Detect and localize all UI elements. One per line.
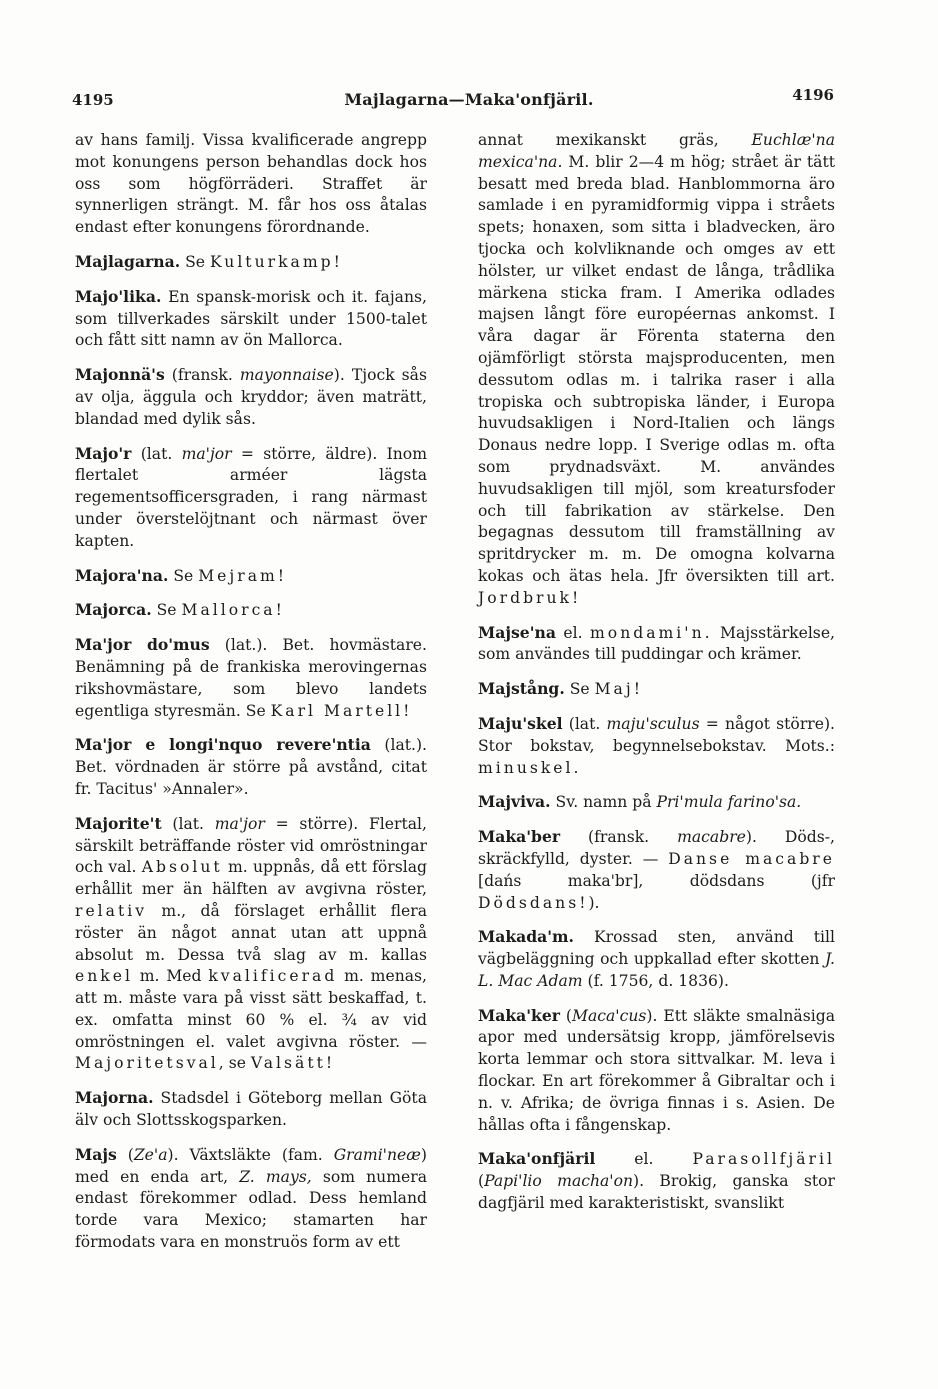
italic-term: mayonnaise — [239, 366, 334, 385]
dictionary-entry — [75, 634, 427, 722]
right-column — [478, 130, 835, 1227]
entry-text: som numera endast förekommer odlad. Dess hemland torde vara Mexico; stamarten har förmodats vara en monstruös form av ett — [75, 1167, 427, 1252]
entry-text: = något större). Stor bokstav, begynnelsebokstav. Mots.: — [478, 714, 835, 755]
entry-headword: Majonnä's — [75, 365, 165, 385]
entry-text: ). Ett släkte smalnäsiga apor med undersätsig kropp, jämförelsevis korta lemmar och stora sittvalkar. M. leva i flockar. En art förekommer å Gibraltar och i n. v. Afrika; de övriga finnas i s. Asien. De hållas ofta i fångenskap. — [478, 1006, 835, 1134]
italic-term: Grami'neæ — [333, 1145, 421, 1164]
entry-text: Majsstärkelse, som användes till puddingar och krämer. — [478, 623, 835, 664]
entry-text: ( — [560, 1006, 572, 1025]
dictionary-entry — [478, 1148, 835, 1214]
entry-text: En spansk-morisk och it. fajans, som tillverkades särskilt under 1500-talet och fått sitt namn av ön Mallorca. — [75, 287, 427, 350]
entry-headword: Maka'ker — [478, 1005, 560, 1025]
dictionary-entry — [478, 130, 835, 610]
italic-term: Ze'a — [133, 1145, 168, 1164]
italic-term: ma'jor — [181, 444, 232, 463]
entry-headword: Majo'r — [75, 443, 132, 463]
entry-headword: Majorite't — [75, 813, 162, 833]
entry-headword: Maju'skel — [478, 713, 563, 733]
dictionary-entry — [75, 443, 427, 553]
cross-reference: Kulturkamp! — [209, 252, 343, 271]
entry-text: ). Döds-, skräckfylld, dyster. — — [478, 828, 835, 868]
dictionary-entry — [75, 1087, 427, 1132]
entry-text: (lat.). Bet. hovmästare. Benämning på de frankiska merovingernas rikshovmästare, som blevo landets egentliga styresmän. Se — [75, 636, 427, 720]
entry-text: (fransk. — [164, 366, 240, 385]
entry-text: annat mexikanskt gräs, — [478, 131, 752, 149]
entry-headword: Maka'onfjäril — [478, 1149, 596, 1169]
dictionary-entry — [478, 826, 835, 914]
entry-text: Se — [168, 566, 199, 585]
page-header — [0, 86, 938, 116]
entry-headword: Majorna. — [75, 1088, 154, 1108]
entry-text: m., då förslaget erhållit flera röster än något annat utan att uppnå absolut m. Dessa två slag av m. kallas — [75, 901, 427, 964]
entry-text: Se — [180, 252, 210, 271]
italic-term: J. L. Mac Adam — [478, 950, 835, 990]
dictionary-entry — [478, 622, 835, 667]
entry-text: m. Med — [132, 967, 209, 986]
page-number-left: 4195 — [72, 91, 114, 109]
italic-term: Z. mays, — [239, 1167, 312, 1186]
italic-term: Maca'cus — [572, 1006, 647, 1025]
entry-text: = större, äldre). Inom flertalet arméer lägsta regementsofficersgraden, i rang närmast under överstelöjtnant och närmast över kapten. — [75, 444, 427, 550]
entry-text: (lat. — [131, 444, 182, 463]
entry-text: (lat. — [161, 814, 215, 833]
entry-headword: Majviva. — [478, 792, 551, 812]
cross-reference: kvalificerad — [208, 967, 338, 986]
entry-text: (lat. — [562, 714, 607, 733]
entry-text: M. blir 2—4 m hög; strået är tätt besatt med breda blad. Hanblommorna äro samlade i en pyramidformig vippa i stråets spets; honaxen, som sitta i bladvecken, äro tjocka och kolvliknande och omges av ett hölster, ur vilket endast de långa, trådlika märkena sticka fram. I Amerika odlades majsen långt före européernas ankomst. I våra dagar är Förenta staterna den ojämförligt största majsproducenten, men dessutom odlas m. i talrika raser i alla tropiska och subtropiska länder, i Europa huvudsakligen i Nord-Italien och längs Donaus nedre lopp. I Sverige odlas m. ofta som prydnadsväxt. M. användes huvudsakligen till mjöl, som kreatursfoder och till fabrikation av stärkelse. Den begagnas dessutom till framställning av spritdrycker m. m. De omogna kolvarna kokas och ätas hela. Jfr översikten till art. — [478, 152, 835, 585]
cross-reference: Mallorca! — [181, 601, 285, 620]
cross-reference: minuskel. — [478, 758, 582, 777]
entry-text: ). — [588, 893, 600, 912]
entry-text: Se — [564, 680, 595, 699]
dictionary-entry — [478, 713, 835, 779]
dictionary-entry — [75, 251, 427, 274]
entry-text: Krossad sten, använd till vägbeläggning och uppkallad efter skotten — [478, 928, 835, 969]
cross-reference: Majoritetsval — [75, 1054, 219, 1073]
left-column — [75, 130, 427, 1266]
entry-text: (f. 1756, d. 1836). — [582, 971, 729, 990]
cross-reference: Karl Martell! — [270, 701, 413, 720]
entry-text: Stadsdel i Göteborg mellan Göta älv och Slottsskogsparken. — [75, 1089, 427, 1130]
entry-text: Se — [151, 601, 182, 620]
entry-text: m. menas, att m. måste vara på visst sätt beskaffad, t. ex. omfatta minst 60 % el. ¾ av vid omröstningen el. valet avgivna röster. — — [75, 967, 427, 1051]
entry-text: [dańs maka'br], dödsdans (jfr — [478, 871, 835, 890]
dictionary-entry — [75, 565, 427, 588]
entry-text: (lat.). Bet. vördnaden är större på avstånd, citat fr. Tacitus' »Annaler». — [75, 736, 427, 798]
entry-text: el. — [555, 623, 591, 642]
italic-term: Papi'lio macha'on — [484, 1172, 634, 1191]
entry-text: = större). Flertal, särskilt beträffande röster vid omröstningar och val. — [75, 814, 427, 877]
italic-term: ma'jor — [214, 814, 265, 833]
cross-reference: Valsätt! — [250, 1054, 336, 1073]
dictionary-entry — [75, 364, 427, 430]
cross-reference: Maj! — [594, 680, 643, 699]
cross-reference: Danse macabre — [668, 849, 835, 868]
cross-reference: Jordbruk! — [478, 588, 582, 607]
entry-headword: Maka'ber — [478, 827, 561, 847]
entry-text: Sv. namn på — [550, 793, 657, 812]
dictionary-entry — [75, 1144, 427, 1254]
entry-headword: Majo'lika. — [75, 286, 162, 306]
entry-headword: Ma'jor e longi'nquo revere'ntia — [75, 735, 371, 755]
cross-reference: enkel — [75, 967, 133, 986]
cross-reference: relativ — [75, 901, 148, 920]
entry-text: el. — [595, 1150, 693, 1169]
page-number-right: 4196 — [792, 86, 834, 104]
italic-term: Euchlæ'na mexica'na. — [478, 131, 835, 171]
dictionary-entry — [75, 734, 427, 800]
entry-text: m. uppnås, då ett förslag erhållit mer än hälften av avgivna röster, — [75, 858, 427, 899]
entry-text: ( — [116, 1145, 134, 1164]
cross-reference: Absolut — [141, 858, 223, 877]
dictionary-entry — [75, 130, 427, 239]
dictionary-entry — [75, 599, 427, 622]
italic-term: macabre — [677, 828, 746, 847]
dictionary-entry — [478, 1005, 835, 1137]
dictionary-entry — [478, 678, 835, 701]
dictionary-entry — [478, 926, 835, 992]
entry-text: ). Brokig, ganska stor dagfjäril med karakteristiskt, svanslikt — [478, 1172, 835, 1213]
entry-headword: Majora'na. — [75, 565, 169, 585]
entry-headword: Majse'na — [478, 622, 556, 642]
dictionary-entry — [75, 813, 427, 1076]
running-head: Majlagarna—Maka'onfjäril. — [344, 90, 594, 109]
entry-headword: Majs — [75, 1144, 117, 1164]
entry-text: ). Växtsläkte (fam. — [167, 1145, 334, 1164]
entry-headword: Majstång. — [478, 679, 565, 699]
entry-headword: Ma'jor do'mus — [75, 635, 210, 655]
entry-text: av hans familj. Vissa kvalificerade angrepp mot konungens person behandlas dock hos oss som högförräderi. Straffet är synnerligen strängt. M. får hos oss åtalas endast efter konungens förordnande. — [75, 131, 427, 237]
dictionary-entry — [478, 791, 835, 814]
italic-term: Pri'mula farino'sa. — [656, 793, 802, 812]
cross-reference: Dödsdans! — [478, 893, 589, 912]
entry-text: ( — [478, 1172, 485, 1191]
entry-headword: Majlagarna. — [75, 251, 181, 271]
cross-reference: mondami'n. — [590, 623, 713, 642]
entry-headword: Makada'm. — [478, 927, 574, 947]
entry-headword: Majorca. — [75, 600, 152, 620]
cross-reference: Mejram! — [198, 566, 288, 585]
entry-text: ). Tjock sås av olja, äggula och kryddor; även maträtt, blandad med dylik sås. — [75, 366, 427, 428]
entry-text: , se — [218, 1054, 251, 1073]
italic-term: maju'sculus — [606, 714, 700, 733]
cross-reference: Parasollfjäril — [692, 1150, 835, 1169]
dictionary-entry — [75, 286, 427, 352]
entry-text: (fransk. — [560, 828, 678, 847]
entry-text: ) med en enda art, — [75, 1145, 427, 1186]
